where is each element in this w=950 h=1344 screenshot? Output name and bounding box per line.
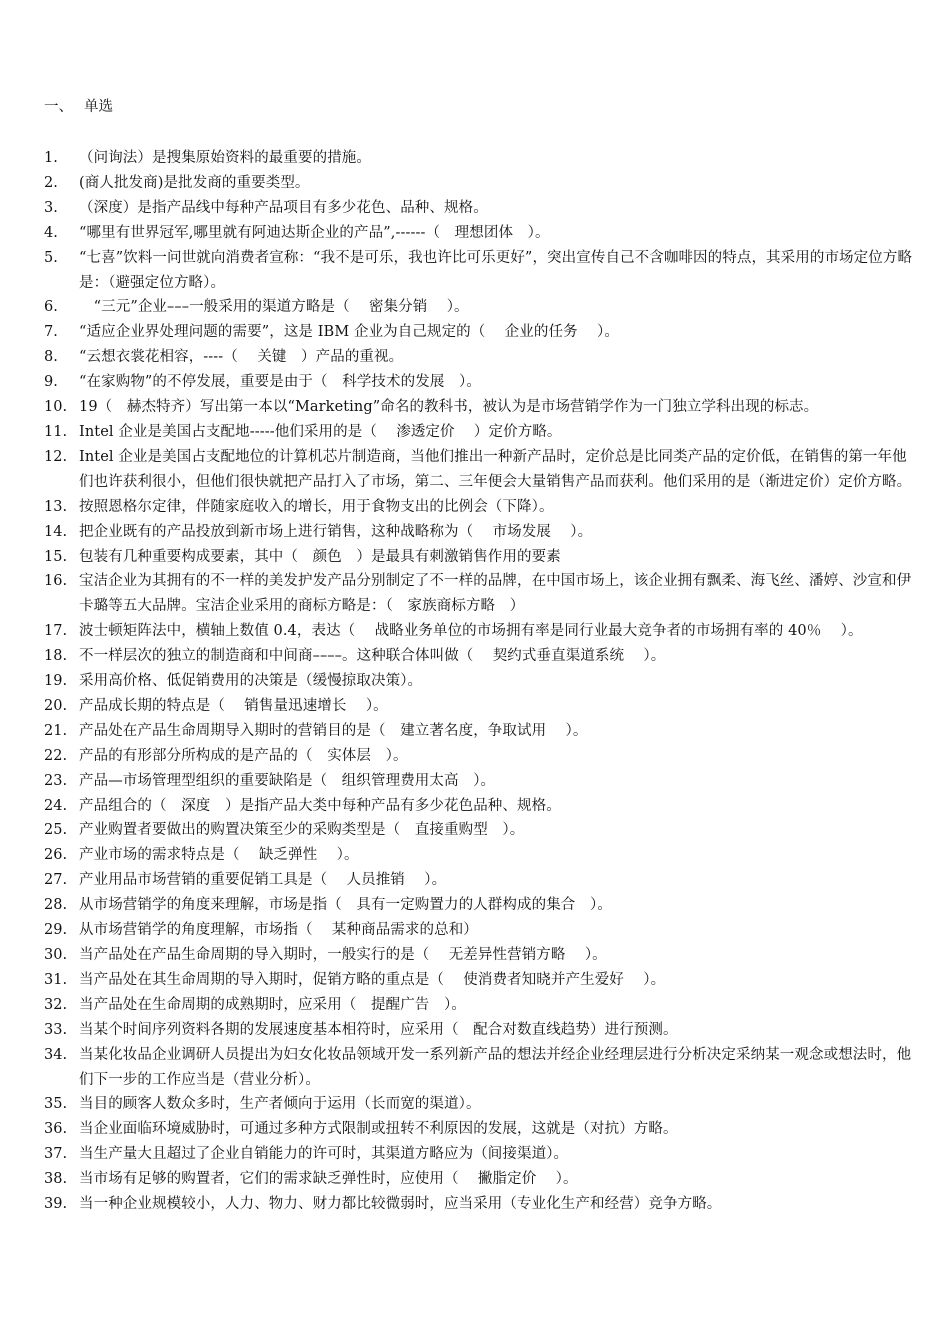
- question-text: 当产品处在其生命周期的导入期时，促销方略的重点是（ 使消费者知晓并产生爱好 ）。: [79, 971, 666, 988]
- question-item: [44, 619, 914, 644]
- question-item: [44, 495, 914, 520]
- question-item: [44, 694, 914, 719]
- question-number: 13.: [44, 498, 68, 515]
- question-text: 产业市场的需求特点是（ 缺乏弹性 ）。: [79, 847, 359, 864]
- question-text: “适应企业界处理问题的需要”，这是 IBM 企业为自己规定的（ 企业的任务 ）。: [79, 324, 619, 341]
- question-item: [44, 1117, 914, 1142]
- question-item: [44, 769, 914, 794]
- question-number: 21.: [44, 722, 68, 739]
- question-item: [44, 893, 914, 918]
- question-item: [44, 669, 914, 694]
- question-number: 5.: [44, 249, 58, 266]
- question-text: 19（ 赫杰特齐）写出第一本以“Marketing”命名的教科书，被认为是市场营销学作为一门独立学科出现的标志。: [79, 399, 819, 416]
- question-item: [44, 943, 914, 968]
- question-item: [44, 744, 914, 769]
- question-text: 当企业面临环境威胁时，可通过多种方式限制或扭转不利原因的发展，这就是（对抗）方略。: [79, 1121, 678, 1138]
- question-item: [44, 320, 914, 345]
- question-text: “哪里有世界冠军,哪里就有阿迪达斯企业的产品”,------（ 理想团体 ）。: [79, 224, 550, 241]
- question-number: 6.: [44, 299, 58, 316]
- question-item: [44, 1167, 914, 1192]
- question-item: [44, 1142, 914, 1167]
- question-number: 14.: [44, 523, 68, 540]
- question-number: 16.: [44, 573, 68, 590]
- question-list: [44, 146, 914, 1217]
- question-item: [44, 868, 914, 893]
- question-text: 产品—市场管理型组织的重要缺陷是（ 组织管理费用太高 ）。: [79, 772, 496, 789]
- question-text: （深度）是指产品线中每种产品项目有多少花色、品种、规格。: [79, 199, 488, 216]
- question-item: [44, 993, 914, 1018]
- question-item: [44, 395, 914, 420]
- question-number: 7.: [44, 324, 58, 341]
- question-number: 2.: [44, 174, 58, 191]
- question-item: [44, 196, 914, 221]
- question-number: 4.: [44, 224, 58, 241]
- question-item: [44, 1192, 914, 1217]
- question-text: “七喜”饮料一问世就向消费者宣称：“我不是可乐，我也许比可乐更好”，突出宣传自己不含咖啡因的特点，其采用的市场定位方略是：（避强定位方略）。: [79, 249, 913, 291]
- question-number: 29.: [44, 922, 68, 939]
- question-text: 当某化妆品企业调研人员提出为妇女化妆品领域开发一系列新产品的想法并经企业经理层进行分析决定采纳某一观念或想法时，他们下一步的工作应当是（营业分析）。: [79, 1046, 912, 1088]
- question-item: [44, 818, 914, 843]
- question-text: 当市场有足够的购置者，它们的需求缺乏弹性时，应使用（ 撇脂定价 ）。: [79, 1171, 578, 1188]
- question-text: 包装有几种重要构成要素，其中（ 颜色 ）是最具有刺激销售作用的要素: [79, 548, 561, 565]
- question-number: 3.: [44, 199, 58, 216]
- question-text: 波士顿矩阵法中，横轴上数值 0.4，表达（ 战略业务单位的市场拥有率是同行业最大竞争者的市场拥有率的 40％ ）。: [79, 623, 863, 640]
- question-text: Intel 企业是美国占支配地位的计算机芯片制造商，当他们推出一种新产品时，定价总是比同类产品的定价低，在销售的第一年他们也许获利很小，但他们很快就把产品打入了市场，第二、三年便会大量销售产品而获利。他们采用的是（渐进定价）定价方略。: [79, 448, 912, 490]
- question-number: 22.: [44, 747, 68, 764]
- question-item: [44, 545, 914, 570]
- question-number: 24.: [44, 797, 68, 814]
- question-text: （问询法）是搜集原始资料的最重要的措施。: [79, 150, 371, 166]
- question-number: 27.: [44, 872, 68, 889]
- question-text: 把企业既有的产品投放到新市场上进行销售，这种战略称为（ 市场发展 ）。: [79, 523, 593, 540]
- question-text: 当产品处在生命周期的成熟期时，应采用（ 提醒广告 ）。: [79, 996, 466, 1013]
- question-item: [44, 1092, 914, 1117]
- question-text: 从市场营销学的角度理解，市场指（ 某种商品需求的总和）: [79, 922, 478, 939]
- question-text: 不一样层次的独立的制造商和中间商––––。这种联合体叫做（ 契约式垂直渠道系统 ）。: [79, 648, 666, 665]
- question-number: 23.: [44, 772, 68, 789]
- question-number: 37.: [44, 1146, 68, 1163]
- question-text: 宝洁企业为其拥有的不一样的美发护发产品分别制定了不一样的品牌，在中国市场上，该企业拥有飘柔、海飞丝、潘婷、沙宣和伊卡璐等五大品牌。宝洁企业采用的商标方略是：（ 家族商标方略 ）: [79, 573, 912, 615]
- question-number: 31.: [44, 971, 68, 988]
- question-item: [44, 246, 914, 296]
- question-item: [44, 345, 914, 370]
- section-heading: [44, 97, 113, 117]
- question-number: 15.: [44, 548, 68, 565]
- question-number: 39.: [44, 1196, 68, 1213]
- question-item: [44, 295, 914, 320]
- question-text: 采用高价格、低促销费用的决策是（缓慢掠取决策）。: [79, 673, 423, 690]
- question-number: 18.: [44, 648, 68, 665]
- question-number: 36.: [44, 1121, 68, 1138]
- question-item: [44, 221, 914, 246]
- question-number: 26.: [44, 847, 68, 864]
- question-text: 当一种企业规模较小，人力、物力、财力都比较微弱时，应当采用（专业化生产和经营）竞争方略。: [79, 1196, 722, 1213]
- question-number: 9.: [44, 374, 58, 391]
- question-item: [44, 794, 914, 819]
- question-number: 32.: [44, 996, 68, 1013]
- question-text: 产品组合的（ 深度 ）是指产品大类中每种产品有多少花色品种、规格。: [79, 797, 561, 814]
- question-number: 20.: [44, 697, 68, 714]
- question-number: 17.: [44, 623, 68, 640]
- question-number: 25.: [44, 822, 68, 839]
- question-number: 1.: [44, 150, 58, 166]
- question-text: 产品的有形部分所构成的是产品的（ 实体层 ）。: [79, 747, 408, 764]
- section-number: 一、: [44, 99, 73, 115]
- question-text: 产品成长期的特点是（ 销售量迅速增长 ）。: [79, 697, 388, 714]
- question-text: 产品处在产品生命周期导入期时的营销目的是（ 建立著名度，争取试用 ）。: [79, 722, 588, 739]
- question-item: [44, 171, 914, 196]
- question-item: [44, 520, 914, 545]
- question-text: “三元”企业–––一般采用的渠道方略是（ 密集分销 ）。: [79, 299, 469, 316]
- question-item: [44, 1018, 914, 1043]
- question-text: 当目的顾客人数众多时，生产者倾向于运用（长而宽的渠道）。: [79, 1096, 481, 1113]
- question-number: 28.: [44, 897, 68, 914]
- question-text: (商人批发商)是批发商的重要类型。: [79, 174, 310, 191]
- question-text: 产业购置者要做出的购置决策至少的采购类型是（ 直接重购型 ）。: [79, 822, 525, 839]
- question-text: Intel 企业是美国占支配地-----他们采用的是（ 渗透定价 ）定价方略。: [79, 423, 562, 440]
- question-text: 当产品处在产品生命周期的导入期时，一般实行的是（ 无差异性营销方略 ）。: [79, 947, 607, 963]
- question-number: 19.: [44, 673, 68, 690]
- question-item: [44, 843, 914, 868]
- question-text: “云想衣裳花相容，----（ 关键 ）产品的重视。: [79, 349, 404, 366]
- question-item: [44, 719, 914, 744]
- question-item: [44, 420, 914, 445]
- question-number: 10.: [44, 399, 68, 416]
- question-text: 当某个时间序列资料各期的发展速度基本相符时，应采用（ 配合对数直线趋势）进行预测。: [79, 1021, 678, 1038]
- question-number: 34.: [44, 1046, 68, 1063]
- question-number: 35.: [44, 1096, 68, 1113]
- question-text: 产业用品市场营销的重要促销工具是（ 人员推销 ）。: [79, 872, 447, 889]
- question-text: 当生产量大且超过了企业自销能力的许可时，其渠道方略应为（间接渠道）。: [79, 1146, 569, 1163]
- question-item: [44, 146, 914, 171]
- question-item: [44, 918, 914, 943]
- section-title: 单选: [84, 99, 113, 115]
- question-item: [44, 445, 914, 495]
- question-number: 12.: [44, 448, 68, 465]
- question-number: 33.: [44, 1021, 68, 1038]
- question-item: [44, 370, 914, 395]
- question-item: [44, 968, 914, 993]
- question-item: [44, 644, 914, 669]
- question-item: [44, 1043, 914, 1093]
- question-text: 从市场营销学的角度来理解，市场是指（ 具有一定购置力的人群构成的集合 ）。: [79, 897, 612, 914]
- question-item: [44, 569, 914, 619]
- question-text: 按照恩格尔定律，伴随家庭收入的增长，用于食物支出的比例会（下降）。: [79, 498, 554, 515]
- question-text: “在家购物”的不停发展，重要是由于（ 科学技术的发展 ）。: [79, 374, 481, 391]
- question-number: 30.: [44, 947, 68, 963]
- question-number: 38.: [44, 1171, 68, 1188]
- question-number: 8.: [44, 349, 58, 366]
- question-number: 11.: [44, 423, 68, 440]
